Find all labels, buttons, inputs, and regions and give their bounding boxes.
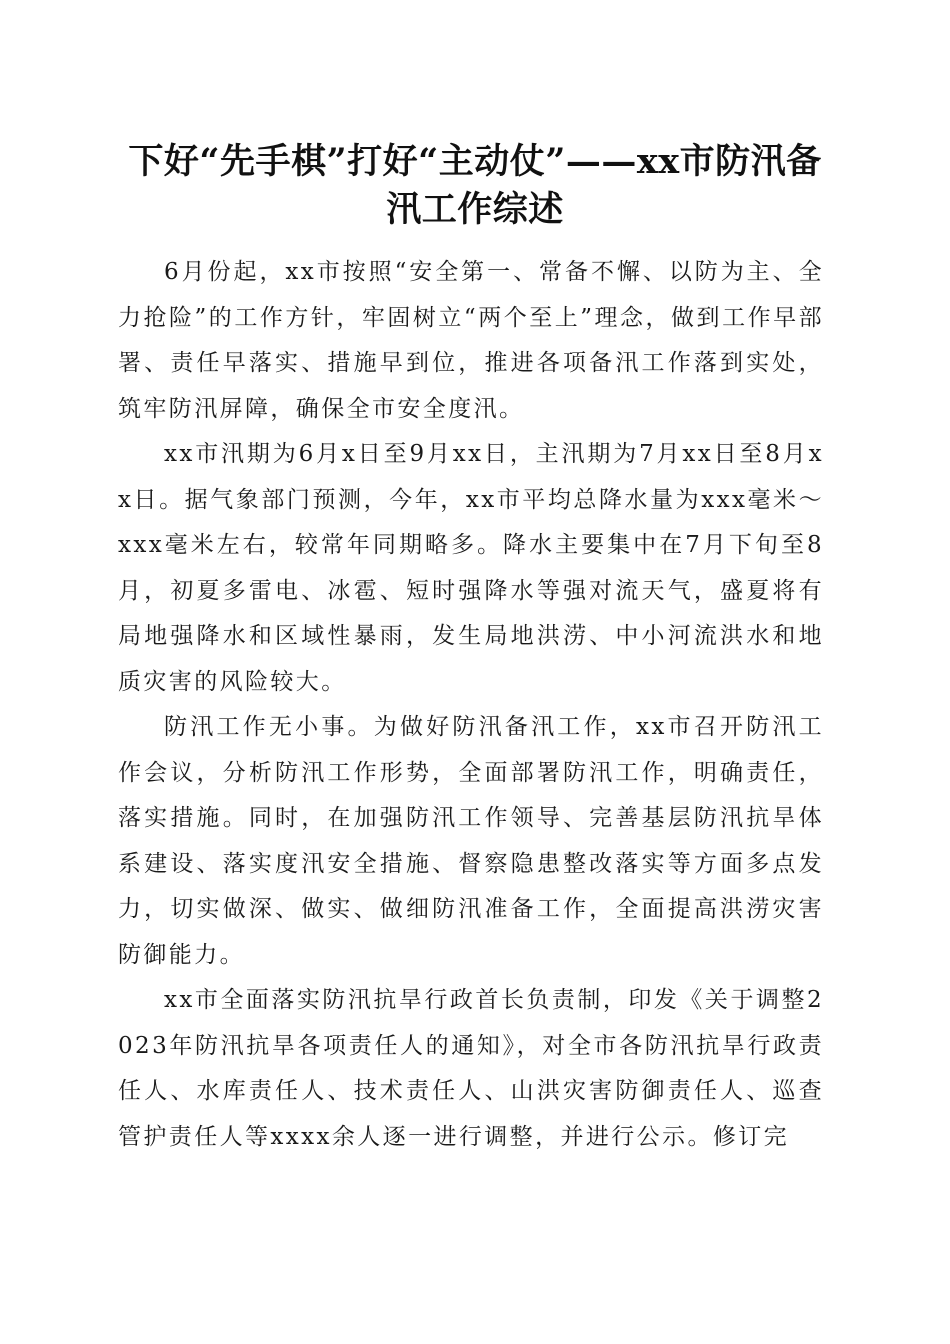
paragraph-1: 6月份起，xx市按照“安全第一、常备不懈、以防为主、全力抢险”的工作方针，牢固树立“两个至上”理念，做到工作早部署、责任早落实、措施早到位，推进各项备汛工作落到实处，筑牢防汛屏障，确保全市安全度汛。: [118, 259, 824, 422]
paragraph-4: xx市全面落实防汛抗旱行政首长负责制，印发《关于调整2023年防汛抗旱各项责任人的通知》，对全市各防汛抗旱行政责任人、水库责任人、技术责任人、山洪灾害防御责任人、巡查管护责任人等xxxx余人逐一进行调整，并进行公示。修订完: [118, 987, 824, 1150]
paragraph-2: xx市汛期为6月x日至9月xx日，主汛期为7月xx日至8月xx日。据气象部门预测，今年，xx市平均总降水量为xxx毫米～xxx毫米左右，较常年同期略多。降水主要集中在7月下旬至8月，初夏多雷电、冰雹、短时强降水等强对流天气，盛夏将有局地强降水和区域性暴雨，发生局地洪涝、中小河流洪水和地质灾害的风险较大。: [118, 441, 824, 695]
paragraph-3: 防汛工作无小事。为做好防汛备汛工作，xx市召开防汛工作会议，分析防汛工作形势，全面部署防汛工作，明确责任，落实措施。同时，在加强防汛工作领导、完善基层防汛抗旱体系建设、落实度汛安全措施、督察隐患整改落实等方面多点发力，切实做深、做实、做细防汛准备工作，全面提高洪涝灾害防御能力。: [118, 714, 824, 968]
document-title: 下好“先手棋”打好“主动仗”——xx市防汛备汛工作综述: [128, 141, 822, 230]
document-body: [118, 250, 824, 1160]
